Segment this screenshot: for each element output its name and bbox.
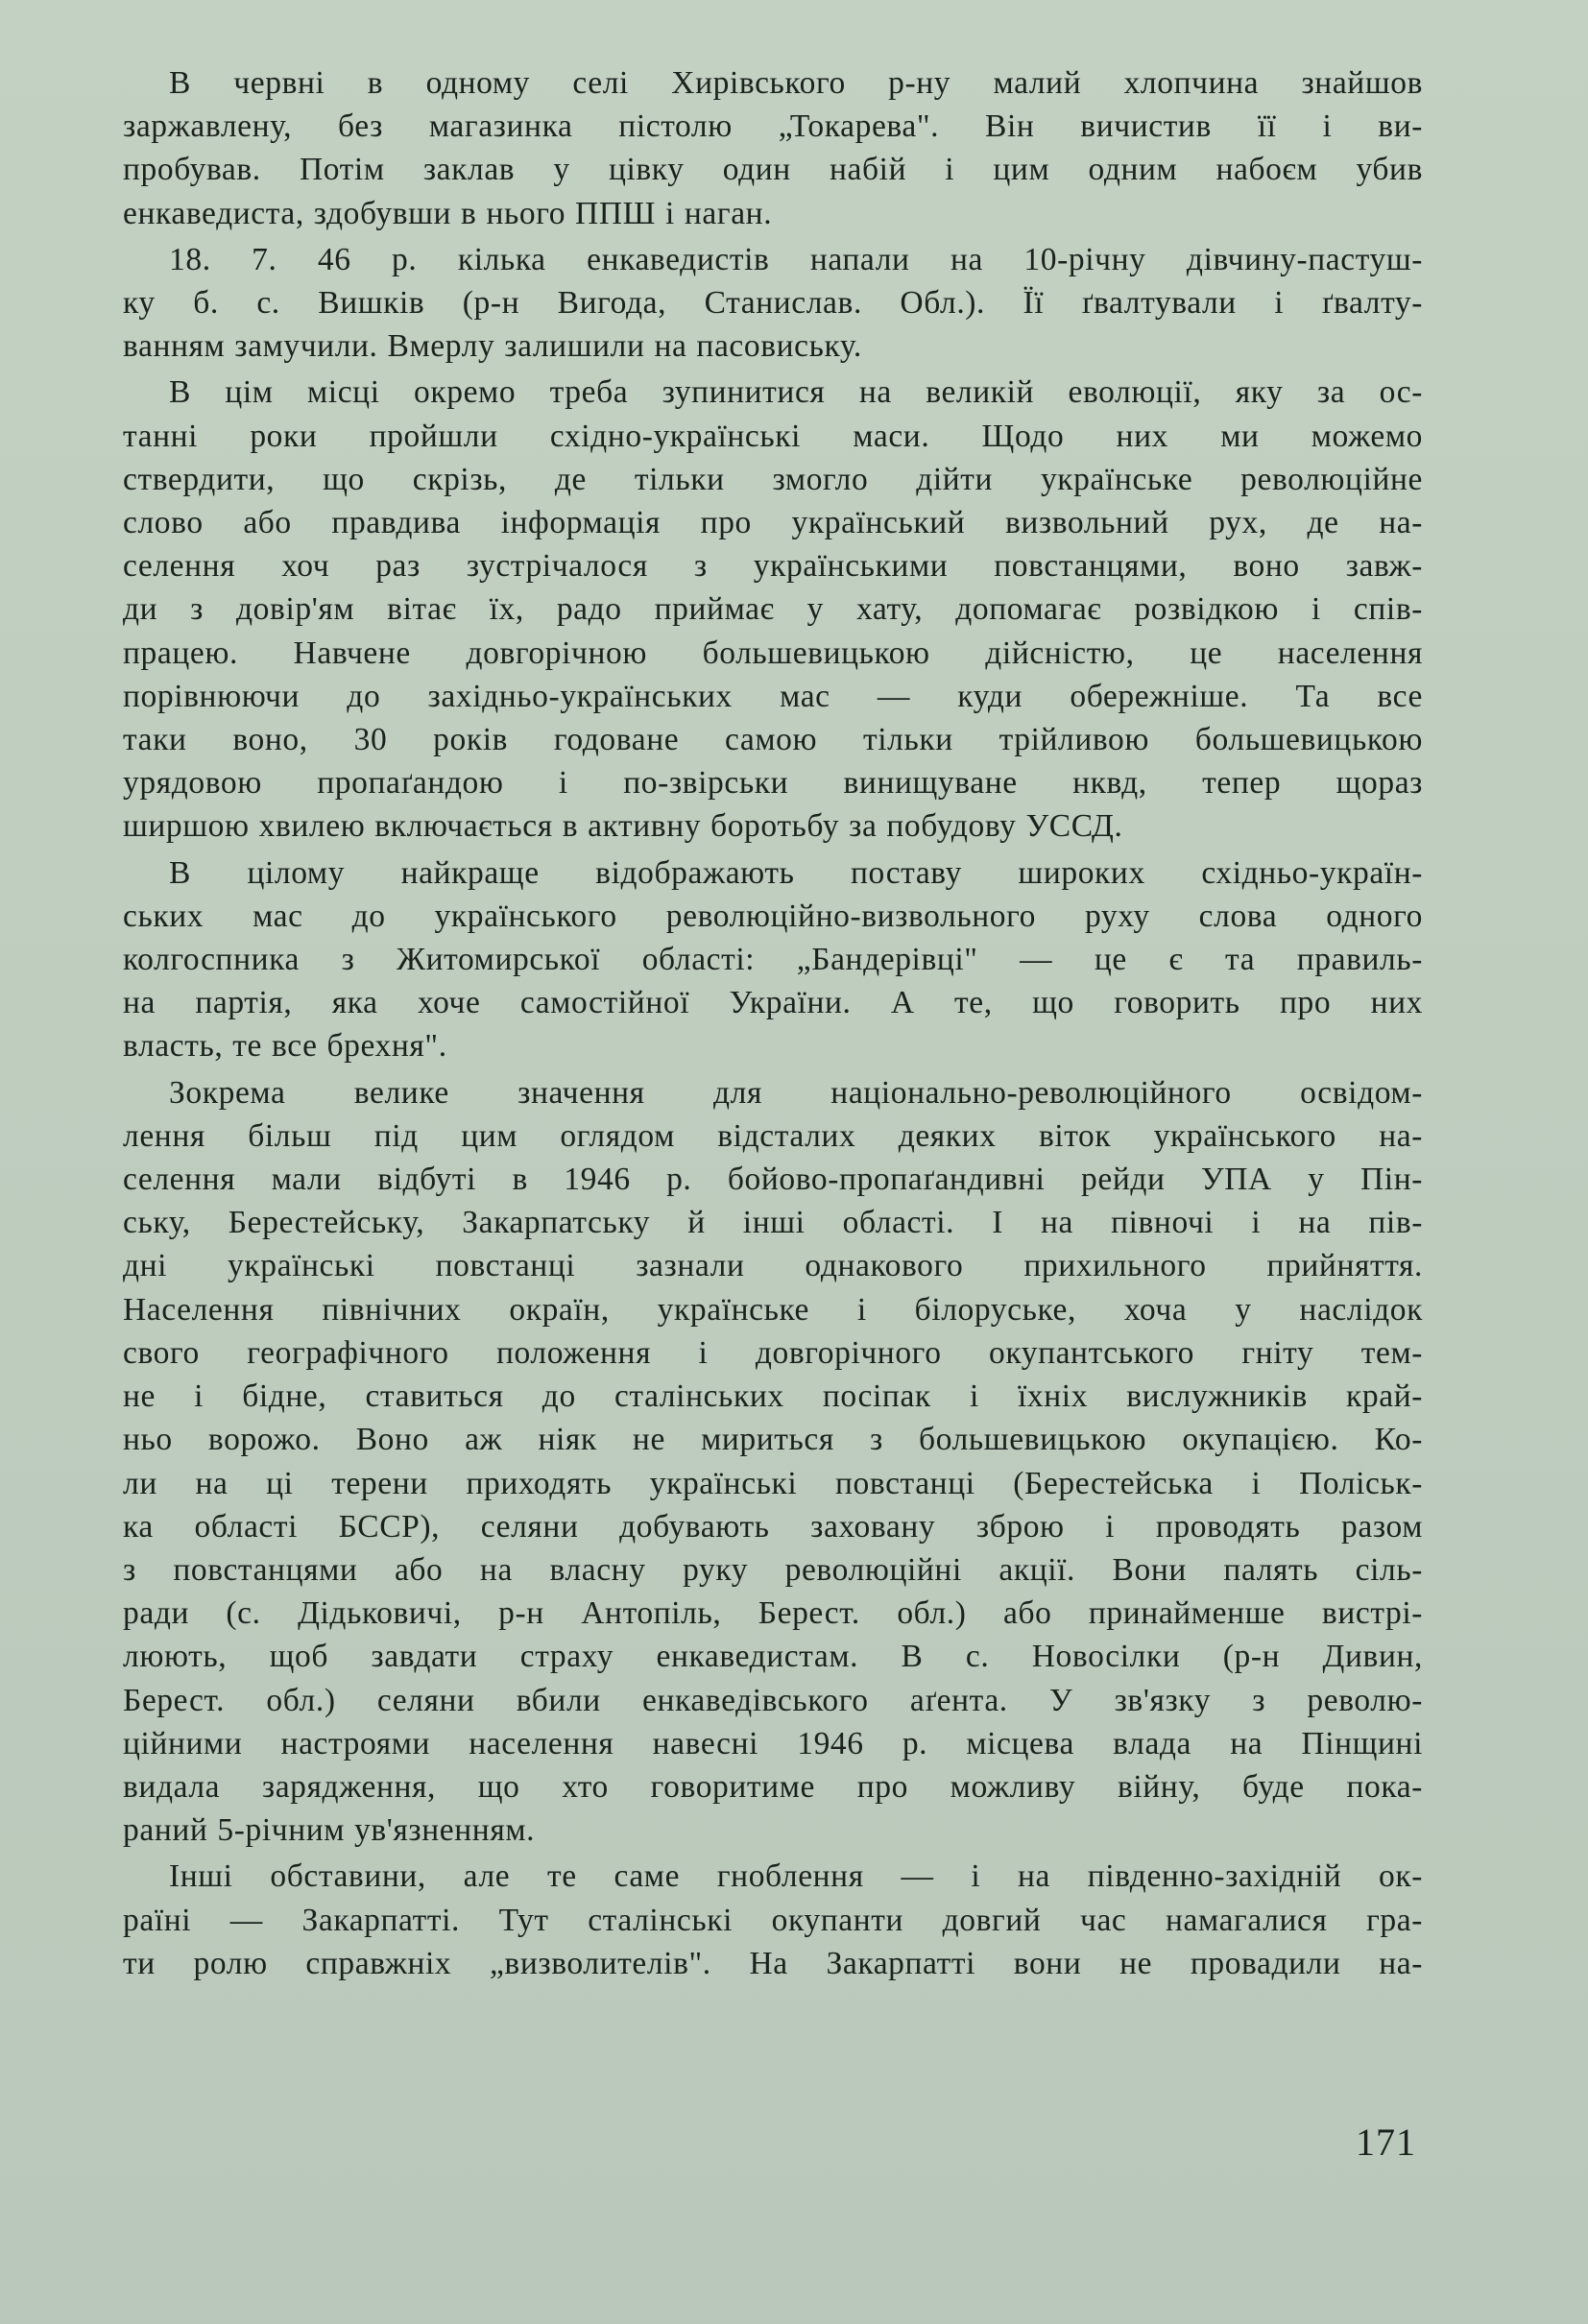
text-line: В червні в одному селі Хирівського р-ну малий хлопчина знайшов <box>169 65 1423 101</box>
text-line: ди з довір'ям вітає їх, радо приймає у хату, допомагає розвідкою і спів- <box>123 591 1423 628</box>
text-line: Інші обставини, але те саме гноблення — і на південно-західній ок- <box>169 1858 1423 1895</box>
text-line: енкаведиста, здобувши в нього ППШ і наган. <box>123 195 773 231</box>
text-line: заржавлену, без магазинка пістолю „Токарева". Він вичистив її і ви- <box>123 108 1423 145</box>
text-line: ствердити, що скрізь, де тільки змогло дійти українське революційне <box>123 461 1423 497</box>
text-line: слово або правдива інформація про український визвольний рух, де на- <box>123 505 1423 541</box>
text-line: видала зарядження, що хто говоритиме про можливу війну, буде пока- <box>123 1768 1423 1805</box>
text-line: ванням замучили. Вмерлу залишили на пасовиську. <box>123 328 862 365</box>
paragraph-upa-raids <box>123 1071 1423 1853</box>
paragraph-kolhospnyk <box>123 851 1423 1068</box>
text-line: Населення північних окраїн, українське і білоруське, хоча у наслідок <box>123 1291 1423 1328</box>
paragraph-evolution <box>123 371 1423 848</box>
text-line: порівнюючи до західньо-українських мас — куди обережніше. Та все <box>123 678 1423 714</box>
text-line: ширшою хвилею включається в активну боротьбу за побудову УССД. <box>123 808 1123 845</box>
text-line: не і бідне, ставиться до сталінських посіпак і їхніх вислужників край- <box>123 1378 1423 1415</box>
text-line: пробував. Потім заклав у цівку один набій і цим одним набоєм убив <box>123 152 1423 188</box>
body-text <box>123 61 1423 1988</box>
paragraph-vyshkiv <box>123 238 1423 369</box>
text-line: ських мас до українського революційно-визвольного руху слова одного <box>123 898 1423 934</box>
text-line: ли на ці терени приходять українські повстанці (Берестейська і Поліськ- <box>123 1465 1423 1501</box>
text-line: раний 5-річним ув'язненням. <box>123 1812 536 1849</box>
text-line: дні українські повстанці зазнали однакового прихильного прийняття. <box>123 1248 1423 1284</box>
text-line: 18. 7. 46 р. кілька енкаведистів напали на 10-річну дівчину-пастуш- <box>169 241 1423 277</box>
text-line: на партія, яка хоче самостійної України. А те, що говорить про них <box>123 985 1423 1021</box>
text-line: Зокрема велике значення для національно-революційного освідом- <box>169 1074 1423 1111</box>
text-line: ти ролю справжніх „визволителів". На Закарпатті вони не провадили на- <box>123 1945 1423 1981</box>
text-line: люють, щоб завдати страху енкаведистам. В с. Новосілки (р-н Дивин, <box>123 1639 1423 1675</box>
text-line: лення більш під цим оглядом відсталих деяких віток українського на- <box>123 1117 1423 1154</box>
text-line: танні роки пройшли східно-українські маси. Щодо них ми можемо <box>123 418 1423 454</box>
text-line: ньо ворожо. Воно аж ніяк не мириться з большевицькою окупацією. Ко- <box>123 1422 1423 1458</box>
text-line: таки воно, 30 років годоване самою тільки трійливою большевицькою <box>123 722 1423 758</box>
paragraph-zakarpattia <box>123 1855 1423 1985</box>
text-line: селення мали відбуті в 1946 р. бойово-пропаґандивні рейди УПА у Пін- <box>123 1162 1423 1198</box>
text-line: раїні — Закарпатті. Тут сталінські окупанти довгий час намагалися гра- <box>123 1902 1423 1938</box>
text-line: свого географічного положення і довгорічного окупантського гніту тем- <box>123 1334 1423 1371</box>
text-line: ради (с. Дідьковичі, р-н Антопіль, Берест. обл.) або принайменше вистрі- <box>123 1595 1423 1632</box>
text-line: Берест. обл.) селяни вбили енкаведівського аґента. У зв'язку з револю- <box>123 1682 1423 1718</box>
text-line: з повстанцями або на власну руку революційні акції. Вони палять сіль- <box>123 1551 1423 1588</box>
text-line: колгоспника з Житомирської області: „Бандерівці" — це є та правиль- <box>123 942 1423 978</box>
text-line: В цілому найкраще відображають поставу широких східньо-україн- <box>169 854 1423 891</box>
text-line: В цім місці окремо треба зупинитися на великій еволюції, яку за ос- <box>169 374 1423 411</box>
text-line: працею. Навчене довгорічною большевицькою дійсністю, це населення <box>123 635 1423 671</box>
text-line: урядовою пропаґандою і по-звірськи винищуване нквд, тепер щораз <box>123 765 1423 802</box>
paragraph-khyriv <box>123 61 1423 235</box>
page-number: 171 <box>1356 2120 1416 2164</box>
text-line: селення хоч раз зустрічалося з українськими повстанцями, воно завж- <box>123 548 1423 585</box>
text-line: ка області БССР), селяни добувають заховану зброю і проводять разом <box>123 1508 1423 1545</box>
text-line: ку б. с. Вишків (р-н Вигода, Станислав. Обл.). Її ґвалтували і ґвалту- <box>123 285 1423 322</box>
text-line: власть, те все брехня". <box>123 1028 447 1065</box>
text-line: ську, Берестейську, Закарпатську й інші області. І на півночі і на пів- <box>123 1205 1423 1241</box>
text-line: ційними настроями населення навесні 1946 р. місцева влада на Пінщині <box>123 1725 1423 1761</box>
